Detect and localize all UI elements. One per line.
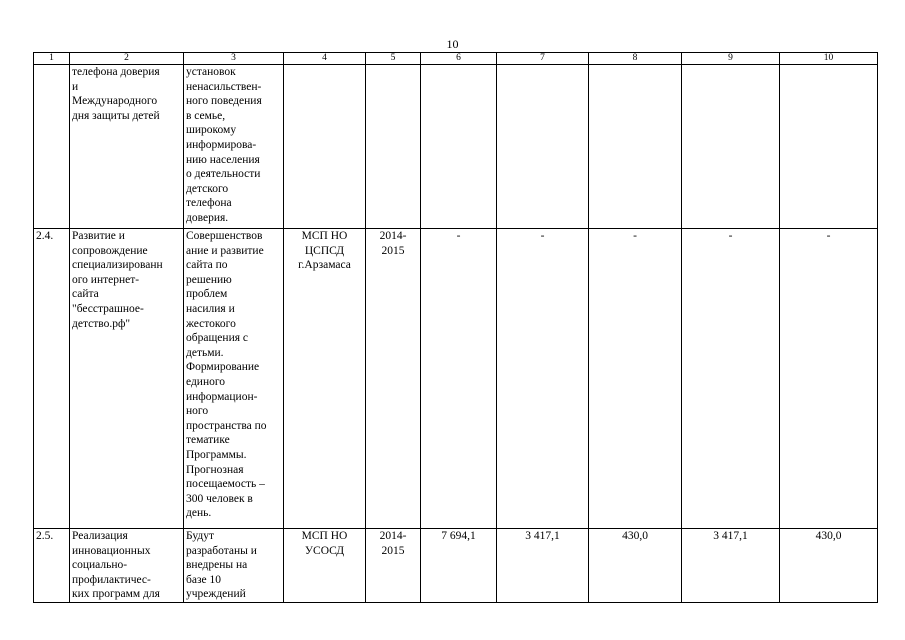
executor	[284, 229, 366, 529]
cell-line: Формирование	[186, 361, 260, 374]
cell-line: телефона	[186, 197, 232, 210]
cell-line: сопровождение	[72, 244, 148, 257]
cell-line: базе 10	[186, 573, 221, 586]
cell-line: нию населения	[186, 153, 260, 166]
cell-line: жестокого	[186, 317, 236, 330]
amount-col8: 430,0	[589, 529, 682, 603]
cell-line: и	[72, 80, 79, 93]
cell-line: Реализация	[72, 530, 128, 542]
amount-col7: 3 417,1	[497, 529, 589, 603]
cell-line: Развитие и	[72, 230, 125, 242]
item-number: 2.4.	[34, 229, 70, 529]
period	[366, 229, 421, 529]
cell-line: детского	[186, 182, 229, 195]
cell-line: ого интернет-	[72, 273, 140, 286]
amount-col9: -	[682, 229, 780, 529]
cell-line: день.	[186, 507, 212, 520]
cell-line: информацион-	[186, 390, 258, 403]
column-number: 8	[589, 53, 682, 65]
amount-col10	[780, 65, 878, 229]
cell-line: 300 человек в	[186, 492, 253, 505]
column-number: 3	[184, 53, 284, 65]
cell-line: насилия и	[186, 302, 235, 315]
executor	[284, 529, 366, 603]
cell-line: ненасильствен-	[186, 80, 262, 93]
cell-line: решению	[186, 273, 232, 286]
cell-line: дня защиты детей	[72, 109, 160, 122]
period	[366, 529, 421, 603]
total-amount	[421, 65, 497, 229]
cell-line: ких программ для	[72, 588, 160, 601]
cell-line: 2014-	[379, 230, 407, 242]
cell-line: учреждений	[186, 588, 246, 601]
activity-description	[184, 65, 284, 229]
cell-line: МСП НО	[301, 530, 348, 542]
column-number: 9	[682, 53, 780, 65]
cell-line: Международного	[72, 95, 158, 108]
executor	[284, 65, 366, 229]
column-number: 4	[284, 53, 366, 65]
cell-line: доверия.	[186, 211, 229, 224]
cell-line: широкому	[186, 124, 237, 137]
cell-line: телефона доверия	[72, 66, 160, 78]
table-row	[34, 529, 878, 603]
cell-line: Будут	[186, 530, 214, 542]
column-number: 2	[70, 53, 184, 65]
cell-line: г.Арзамаса	[298, 259, 351, 272]
cell-line: Программы.	[186, 448, 247, 461]
column-number: 10	[780, 53, 878, 65]
cell-line: детство.рф"	[72, 317, 131, 330]
amount-col8: -	[589, 229, 682, 529]
cell-line: ного поведения	[186, 95, 262, 108]
table-row	[34, 229, 878, 529]
cell-line: внедрены на	[186, 559, 248, 572]
amount-col10: 430,0	[780, 529, 878, 603]
cell-line: 2014-	[379, 530, 407, 542]
column-number: 5	[366, 53, 421, 65]
activity-name	[70, 229, 184, 529]
amount-col8	[589, 65, 682, 229]
amount-col10: -	[780, 229, 878, 529]
cell-line: 2015	[381, 244, 405, 257]
cell-line: профилактичес-	[72, 573, 151, 586]
cell-line: пространства по	[186, 419, 267, 432]
item-number: 2.5.	[34, 529, 70, 603]
activity-name	[70, 65, 184, 229]
cell-line: инновационных	[72, 544, 151, 557]
cell-line: обращения с	[186, 332, 248, 345]
cell-line: о деятельности	[186, 168, 261, 181]
item-number	[34, 65, 70, 229]
cell-line: ЦСПСД	[304, 244, 345, 257]
cell-line: детьми.	[186, 346, 224, 359]
cell-line: единого	[186, 375, 226, 388]
cell-line: посещаемость –	[186, 478, 265, 491]
cell-line: УСОСД	[304, 544, 345, 557]
table-row	[34, 65, 878, 229]
cell-line: информирова-	[186, 138, 257, 151]
activity-description	[184, 229, 284, 529]
cell-line: тематике	[186, 434, 230, 447]
cell-line: разработаны и	[186, 544, 257, 557]
page-number: 10	[446, 37, 459, 51]
activity-name	[70, 529, 184, 603]
column-number-row	[34, 53, 878, 65]
cell-line: Прогнозная	[186, 463, 244, 476]
cell-line: проблем	[186, 288, 228, 301]
cell-line: в семье,	[186, 109, 226, 122]
total-amount: -	[421, 229, 497, 529]
amount-col9	[682, 65, 780, 229]
amount-col9: 3 417,1	[682, 529, 780, 603]
column-number: 7	[497, 53, 589, 65]
cell-line: специализированн	[72, 259, 163, 272]
amount-col7	[497, 65, 589, 229]
program-activities-table	[33, 52, 878, 603]
total-amount: 7 694,1	[421, 529, 497, 603]
cell-line: ание и развитие	[186, 244, 264, 257]
cell-line: МСП НО	[301, 230, 348, 242]
cell-line: сайта по	[186, 259, 228, 272]
period	[366, 65, 421, 229]
activity-description	[184, 529, 284, 603]
cell-line: сайта	[72, 288, 99, 301]
column-number: 6	[421, 53, 497, 65]
column-number: 1	[34, 53, 70, 65]
cell-line: "бесстрашное-	[72, 302, 144, 315]
cell-line: установок	[186, 66, 236, 78]
amount-col7: -	[497, 229, 589, 529]
cell-line: 2015	[381, 544, 405, 557]
cell-line: Совершенствов	[186, 230, 263, 242]
cell-line: ного	[186, 405, 209, 418]
cell-line: социально-	[72, 559, 128, 572]
